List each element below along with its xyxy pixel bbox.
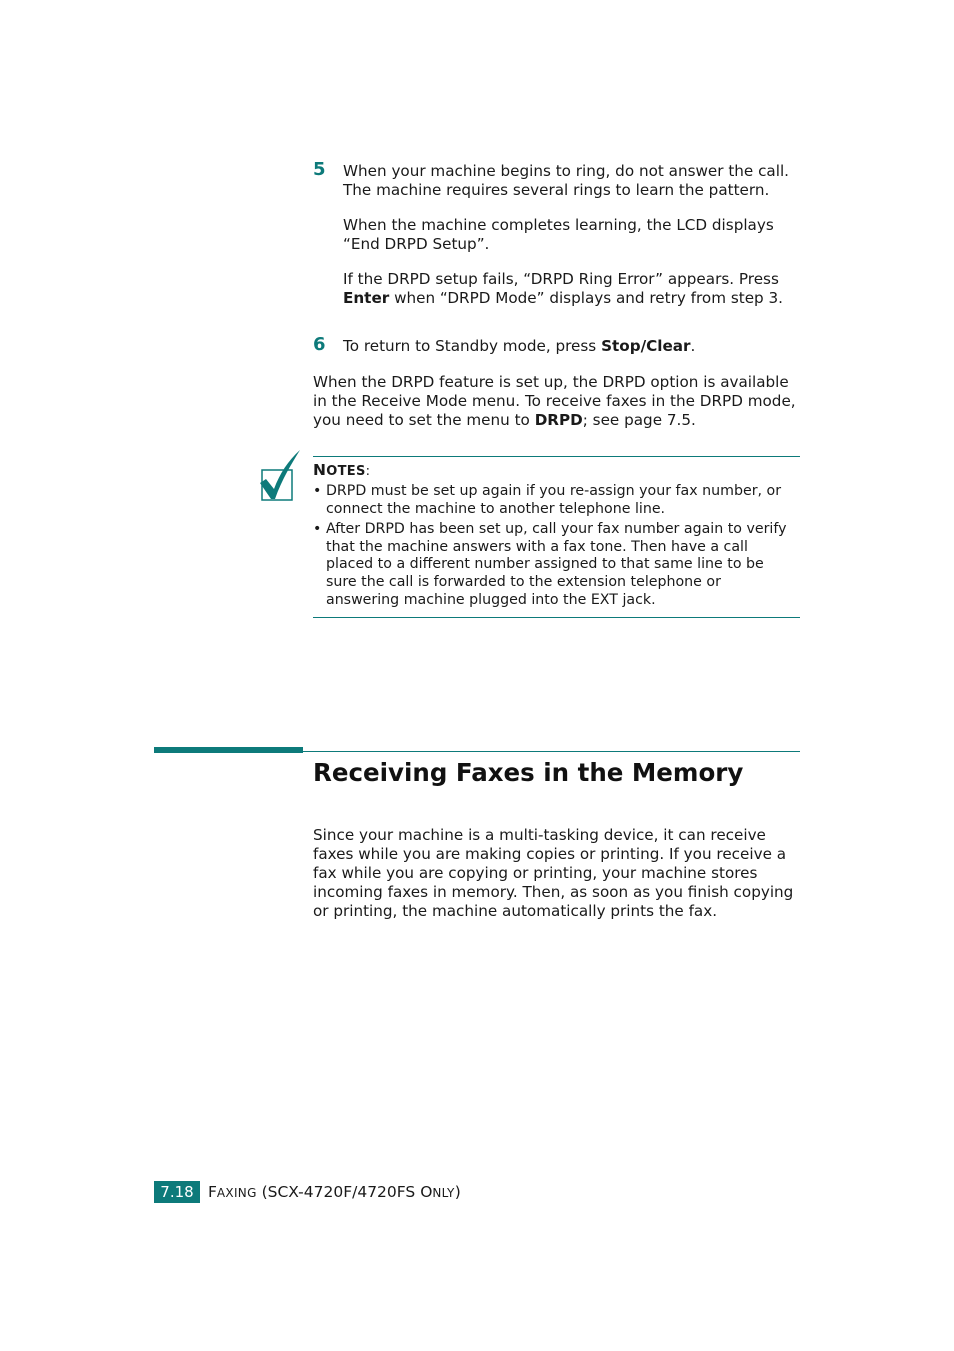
bullet: • [313,483,322,499]
notes-list [313,483,800,609]
chapter-close: ) [454,1183,461,1201]
step-6-pre: To return to Standby mode, press [343,337,602,355]
step-number-6: 6 [313,334,326,355]
notes-top-rule [313,456,800,457]
step-6-content [343,337,803,356]
step-number-5: 5 [313,159,326,180]
drpd-intro-paragraph [313,373,801,430]
section-rule [303,751,800,752]
note-text-2: After DRPD has been set up, call your fax number again to verify that the machine answers with a fax tone. Then have a call placed to a different number assigned to that same line to be sure the call is forwarded to the extension telephone or answering machine plugged into the EXT jack. [326,521,787,608]
stop-clear-key-label: Stop/Clear [601,337,691,355]
note-item-2 [313,521,798,609]
note-text-1: DRPD must be set up again if you re-assign your fax number, or connect the machine to another telephone line. [326,483,782,517]
section-accent-bar [154,747,303,753]
page-number-badge: 7.18 [154,1181,200,1203]
step-5-p3-post: when “DRPD Mode” displays and retry from step 3. [389,289,784,307]
drpd-label: DRPD [534,411,583,429]
footer-chapter-title [208,1182,461,1203]
note-item-1 [313,483,798,518]
bullet: • [313,521,322,538]
enter-key-label: Enter [343,289,390,307]
chapter-initial: F [208,1183,217,1201]
section-body: Since your machine is a multi-tasking device, it can receive faxes while you are making copies or printing. If you receive a fax while you are copying or printing, your machine stores incoming faxes in memory. Then, as soon as you finish copying or printing, the machine automatically prints the fax. [313,826,794,920]
only-initial: O [420,1183,433,1201]
intro-pre: When the DRPD feature is set up, the DRPD option is available in the Receive Mode menu. To receive faxes in the DRPD mode, you need to set the menu to [313,373,796,429]
notes-title-rest: OTES [326,464,366,479]
step-5-p3-pre: If the DRPD setup fails, “DRPD Ring Error” appears. Press [343,270,779,288]
notes-title [313,461,370,481]
notes-title-colon: : [365,464,371,479]
step-5-content [343,162,803,308]
intro-post: ; see page 7.5. [582,411,696,429]
step-5-paragraph-1: When your machine begins to ring, do not answer the call. The machine requires several rings to learn the pattern. [343,162,789,199]
only-rest: NLY [432,1186,455,1200]
section-title: Receiving Faxes in the Memory [313,758,744,787]
step-5-paragraph-2: When the machine completes learning, the LCD displays “End DRPD Setup”. [343,216,774,253]
step-5-paragraph-3 [343,270,798,308]
chapter-model: (SCX-4720F/4720FS [256,1183,421,1201]
step-6-paragraph [343,337,803,356]
chapter-rest: AXING [216,1186,257,1200]
notes-title-initial: N [313,461,327,479]
step-6-post: . [690,337,696,355]
notes-bottom-rule [313,617,800,618]
checkmark-note-icon [258,449,302,503]
